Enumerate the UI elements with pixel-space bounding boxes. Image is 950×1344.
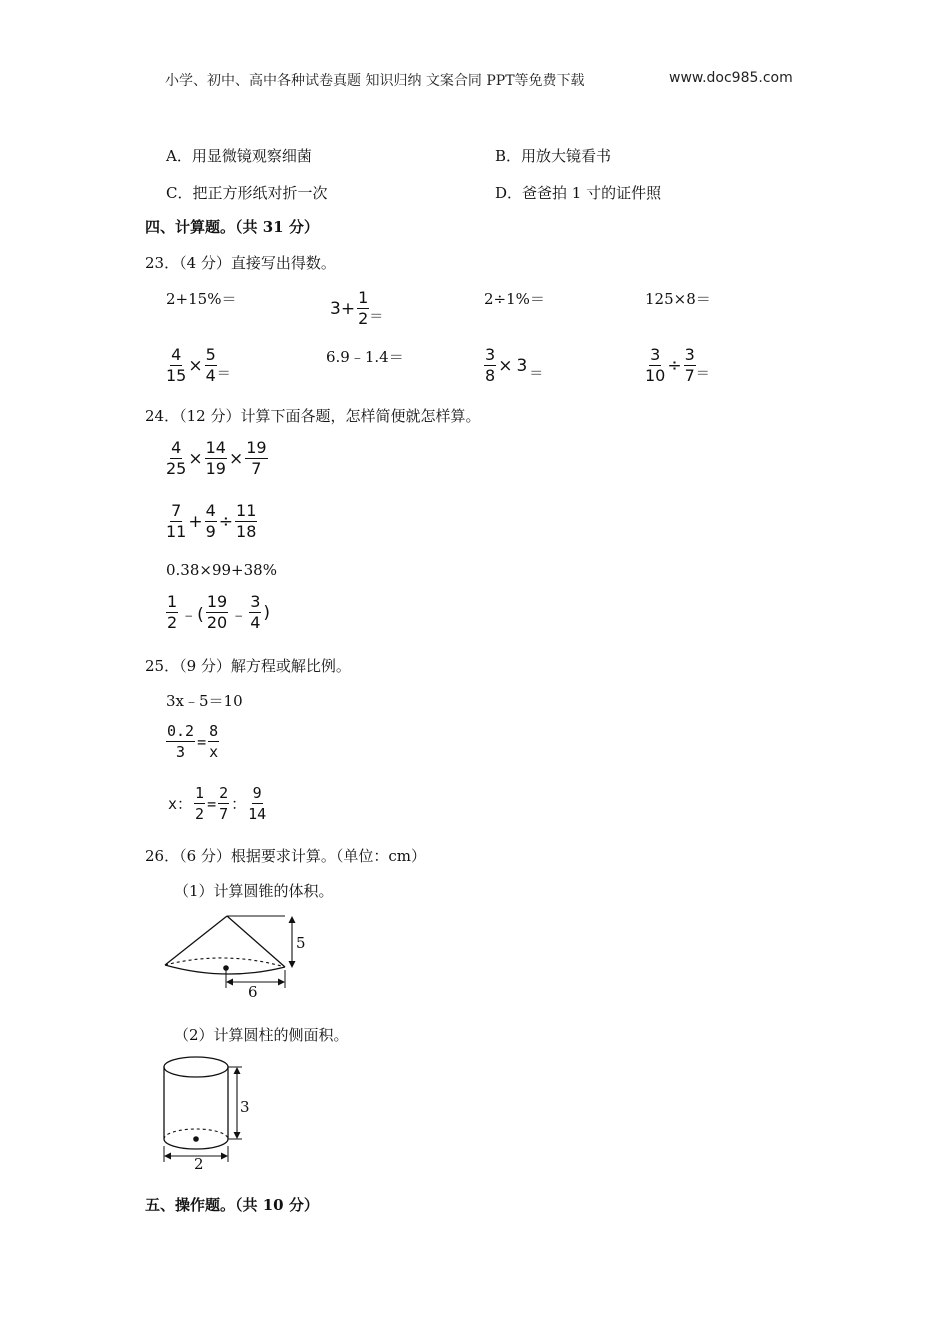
option-d: D．爸爸拍 1 寸的证件照 xyxy=(495,184,662,202)
fraction: $\frac{19}{20}$ xyxy=(206,592,228,632)
fraction: $\frac{4}{25}$ xyxy=(166,438,187,478)
cone-arrow-left xyxy=(226,979,233,986)
q25-e3: x： $\frac{1}{2}$ = $\frac{2}{7}$ ： $\frac{9}{14}$ xyxy=(168,784,267,823)
fraction: $\frac{4}{15}$ xyxy=(166,345,187,385)
fraction: $\frac{3}{8}$ xyxy=(485,345,496,385)
fraction: $\frac{4}{9}$ xyxy=(205,501,216,541)
fraction: $\frac{5}{4}$ xyxy=(205,345,216,385)
cylinder-height-label: 3 xyxy=(240,1098,250,1116)
fraction: $\frac{8}{x}$ xyxy=(209,722,219,761)
cone-height-label: 5 xyxy=(296,934,306,952)
option-c: C．把正方形纸对折一次 xyxy=(166,184,328,202)
q23-r2c1: $\frac{4}{15}$ × $\frac{5}{4}$ ＝ xyxy=(166,345,231,385)
fraction: $\frac{0.2}{3}$ xyxy=(167,722,195,761)
cone-right-edge xyxy=(227,916,285,967)
cylinder-top xyxy=(164,1057,228,1077)
cone-left-edge xyxy=(165,916,227,965)
cone-figure xyxy=(155,910,315,1005)
header-text: 小学、初中、高中各种试卷真题 知识归纳 文案合同 PPT等免费下载 xyxy=(165,73,585,89)
fraction: $\frac{7}{11}$ xyxy=(166,501,187,541)
q26-title: 26．（6 分）根据要求计算。（单位：cm） xyxy=(145,847,427,865)
section-5-title: 五、操作题。（共 10 分） xyxy=(145,1196,319,1214)
cone-arrow-down xyxy=(289,961,296,968)
fraction: $\frac{2}{7}$ xyxy=(219,784,229,823)
fraction: $\frac{1}{2}$ xyxy=(195,784,205,823)
cone-arrow-up xyxy=(289,916,296,923)
q24-e3: 0.38×99+38% xyxy=(166,561,277,579)
option-b: B．用放大镜看书 xyxy=(495,147,612,165)
section-4-title: 四、计算题。（共 31 分） xyxy=(145,218,319,236)
q26-part2: （2）计算圆柱的侧面积。 xyxy=(174,1026,349,1044)
q24-title: 24．（12 分）计算下面各题，怎样简便就怎样算。 xyxy=(145,407,481,425)
q23-r1c2: 3+ $\frac{1}{2}$ ＝ xyxy=(330,288,384,328)
fraction: $\frac{3}{7}$ xyxy=(684,345,695,385)
fraction: $\frac{9}{14}$ xyxy=(248,784,267,823)
header-url[interactable]: www.doc985.com xyxy=(669,70,793,86)
fraction: $\frac{3}{10}$ xyxy=(645,345,666,385)
fraction: $\frac{11}{18}$ xyxy=(236,501,257,541)
fraction: $\frac{19}{7}$ xyxy=(246,438,267,478)
q23-r1c2-whole: 3+ xyxy=(330,298,356,319)
q24-e2: $\frac{7}{11}$ + $\frac{4}{9}$ ÷ $\frac{11}{18}$ xyxy=(166,501,257,541)
cylinder-arrow-right xyxy=(221,1153,228,1160)
q25-e2: $\frac{0.2}{3}$ = $\frac{8}{x}$ xyxy=(167,722,219,761)
q23-r2c4: $\frac{3}{10}$ ÷ $\frac{3}{7}$ ＝ xyxy=(645,345,710,385)
cone-arrow-right xyxy=(278,979,285,986)
q23-r2c3: $\frac{3}{8}$ × 3 ＝ xyxy=(485,345,544,385)
q24-e1: $\frac{4}{25}$ × $\frac{14}{19}$ × $\frac{19}{7}$ xyxy=(166,438,267,478)
q23-title: 23．（4 分）直接写出得数。 xyxy=(145,254,336,272)
q23-r1c3: 2÷1%＝ xyxy=(484,290,545,308)
cylinder-diameter-label: 2 xyxy=(194,1155,204,1173)
q23-r2c2: 6.9﹣1.4＝ xyxy=(326,348,404,366)
q26-part1: （1）计算圆锥的体积。 xyxy=(174,882,334,900)
fraction: $\frac{1}{2}$ xyxy=(358,288,369,328)
cylinder-arrow-left xyxy=(164,1153,171,1160)
q25-title: 25．（9 分）解方程或解比例。 xyxy=(145,657,351,675)
cone-radius-label: 6 xyxy=(248,983,258,1001)
option-a: A．用显微镜观察细菌 xyxy=(166,147,312,165)
q24-e4: $\frac{1}{2}$ ﹣( $\frac{19}{20}$ ﹣ $\frac{3}{4}$ ) xyxy=(167,592,271,632)
cylinder-arrow-down xyxy=(234,1132,241,1139)
fraction: $\frac{1}{2}$ xyxy=(167,592,178,632)
fraction: $\frac{3}{4}$ xyxy=(250,592,261,632)
cylinder-center-dot xyxy=(193,1136,199,1142)
cone-center-dot xyxy=(223,965,229,971)
q23-r1c1: 2+15%＝ xyxy=(166,290,237,308)
fraction: $\frac{14}{19}$ xyxy=(205,438,226,478)
cylinder-arrow-up xyxy=(234,1067,241,1074)
q23-r1c4: 125×8＝ xyxy=(645,290,711,308)
q25-e1: 3x﹣5＝10 xyxy=(166,692,243,710)
